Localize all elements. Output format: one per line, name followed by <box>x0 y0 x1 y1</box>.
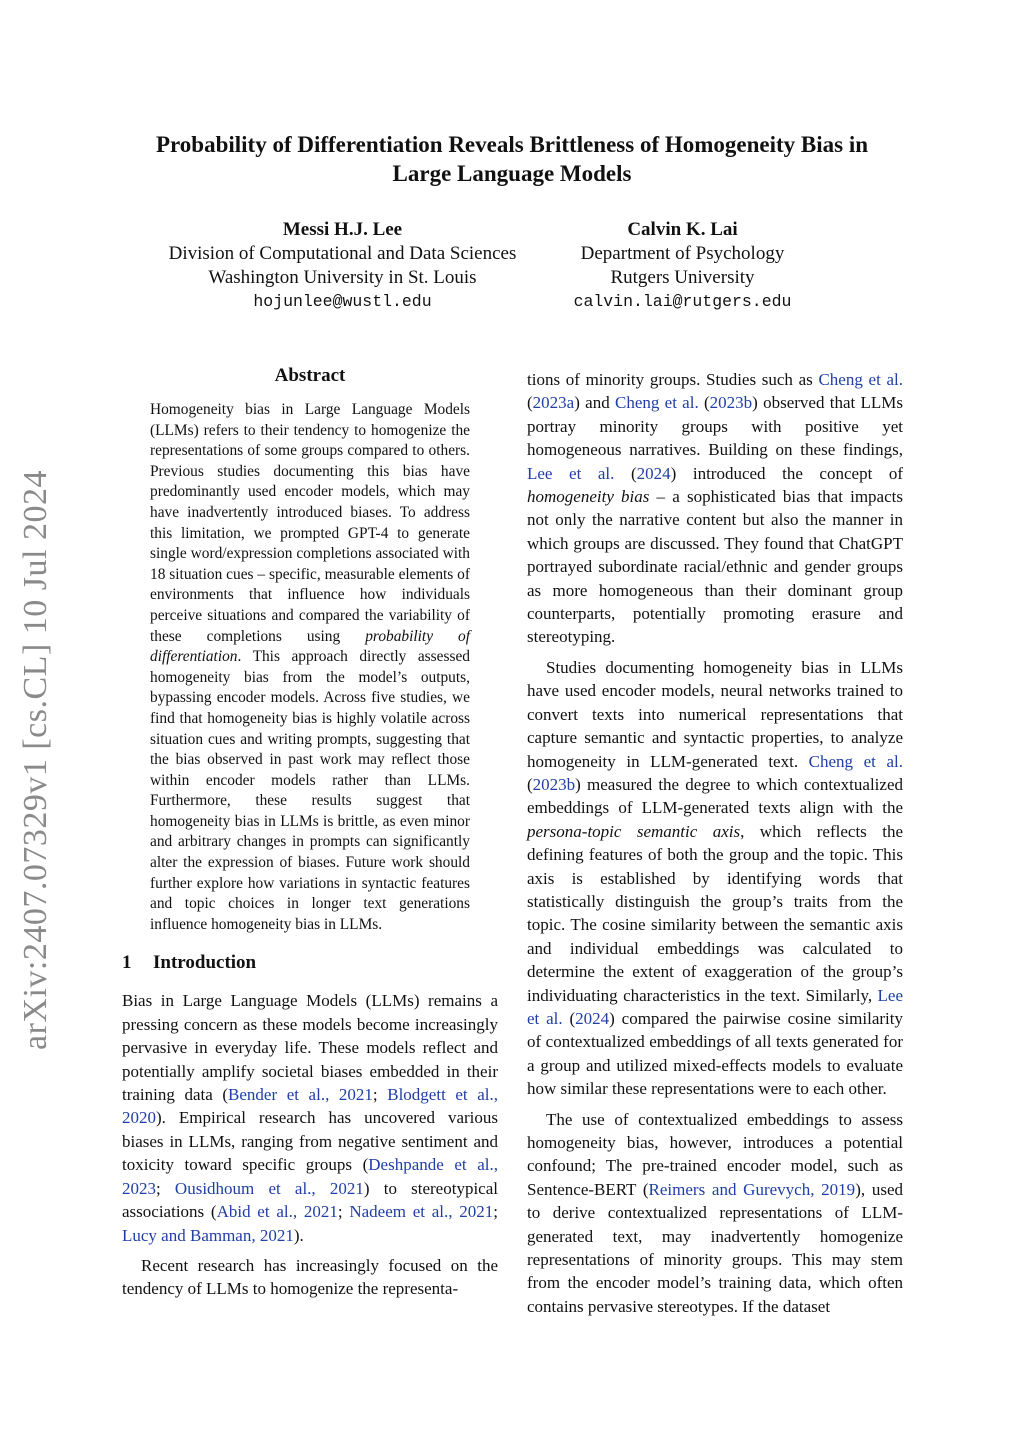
citation-link[interactable]: Lucy and Bamman, 2021 <box>122 1225 294 1245</box>
citation-link[interactable]: Reimers and Gurevych, 2019 <box>648 1179 856 1199</box>
author-email[interactable]: calvin.lai@rutgers.edu <box>573 292 792 311</box>
title-line-1: Probability of Differentiation Reveals Brittleness of Homogeneity Bias in <box>155 132 869 157</box>
citation-link[interactable]: 2023a <box>532 393 575 413</box>
emphasis: probability of differentiation <box>150 627 471 666</box>
section-title: Introduction <box>153 952 257 974</box>
emphasis: homogeneity bias <box>527 487 650 507</box>
title-line-2: Large Language Models <box>392 161 632 186</box>
citation-link[interactable]: Lee et al. <box>527 985 903 1028</box>
section-heading-introduction <box>122 951 498 975</box>
citation-link[interactable]: Deshpande et al., 2023 <box>122 1155 498 1198</box>
citation-link[interactable]: Abid et al., 2021 <box>216 1202 338 1222</box>
citation-link[interactable]: Lee et al. <box>527 463 615 483</box>
citation-link[interactable]: Cheng et al. <box>808 751 904 771</box>
author-institution: Washington University in St. Louis <box>208 267 477 288</box>
author-institution: Rutgers University <box>610 267 755 288</box>
author-block-1 <box>140 218 545 314</box>
paragraph: Recent research has increasingly focused on the tendency of LLMs to homogenize the representa- <box>122 1255 498 1299</box>
author-block-2 <box>555 218 810 314</box>
abstract-heading: Abstract <box>274 365 346 386</box>
arxiv-identifier-stamp: arXiv:2407.07329v1 [cs.CL] 10 Jul 2024 <box>17 470 54 1050</box>
paragraph: Bias in Large Language Models (LLMs) remains a pressing concern as these models become increasingly pervasive in everyday life. These models reflect and potentially amplify societal biases embedded in their training data (Bender et al., 2021; Blodgett et al., 2020). Empirical research has uncovered various biases in LLMs, ranging from negative sentiment and toxicity toward specific groups (Deshpande et al., 2023; Ousidhoum et al., 2021) to stereotypical associations (Abid et al., 2021; Nadeem et al., 2021; Lucy and Bamman, 2021). <box>122 991 498 1245</box>
citation-link[interactable]: 2023b <box>709 393 753 413</box>
author-email[interactable]: hojunlee@wustl.edu <box>253 292 432 311</box>
section-number: 1 <box>122 952 132 974</box>
citation-link[interactable]: 2023b <box>532 774 576 794</box>
citation-link[interactable]: Blodgett et al., 2020 <box>122 1085 498 1128</box>
introduction-body <box>122 989 498 1300</box>
citation-link[interactable]: Bender et al., 2021 <box>228 1085 373 1105</box>
emphasis: persona-topic semantic axis <box>527 821 741 841</box>
author-name: Messi H.J. Lee <box>282 219 403 240</box>
citation-link[interactable]: Cheng et al. <box>614 393 699 413</box>
author-name: Calvin K. Lai <box>627 219 738 240</box>
citation-link[interactable]: Ousidhoum et al., 2021 <box>174 1178 364 1198</box>
paper-title <box>110 130 914 188</box>
left-column <box>122 360 498 1308</box>
paragraph: tions of minority groups. Studies such as Cheng et al. (2023a) and Cheng et al. (2023b) observed that LLMs portray minority groups with positive yet homogeneous narratives. Building on these findings, Lee et al. (2024) introduced the concept of homogeneity bias – a sophisticated bias that impacts not only the narrative content but also the manner in which groups are discussed. They found that ChatGPT portrayed subordinate racial/ethnic and gender groups as more homogeneous than their dominant group counterparts, potentially promoting erasure and stereotyping. <box>527 370 904 647</box>
citation-link[interactable]: Cheng et al. <box>818 370 903 389</box>
citation-link[interactable]: Nadeem et al., 2021 <box>349 1202 494 1222</box>
citation-link[interactable]: 2024 <box>575 1008 610 1028</box>
paragraph: Studies documenting homogeneity bias in LLMs have used encoder models, neural networks trained to convert texts into numerical representations that capture semantic and syntactic properties, to analyze homogeneity in LLM-generated text. Cheng et al. (2023b) measured the degree to which contextualized embeddings of LLM-generated texts align with the persona-topic semantic axis, which reflects the defining features of both the group and the topic. This axis is established by identifying words that statistically distinguish the group’s traits from the topic. The cosine similarity between the semantic axis and individual embeddings was calculated to determine the extent of exaggeration of the group’s individuating characteristics in the text. Similarly, Lee et al. (2024) compared the pairwise cosine similarity of contextualized embeddings of all texts generated for a group and utilized mixed-effects models to evaluate how similar these representations were to each other. <box>527 657 904 1099</box>
author-affiliation: Department of Psychology <box>580 243 785 264</box>
citation-link[interactable]: 2024 <box>636 463 671 483</box>
abstract-text: Homogeneity bias in Large Language Models (LLMs) refers to their tendency to homogenize the representations of some groups compared to others. Previous studies documenting this bias have predominantly used encoder models, which may have inadvertently introduced biases. To address this limitation, we prompted GPT-4 to generate single word/expression completions associated with 18 situation cues – specific, measurable elements of environments that influence how individuals perceive situations and compared the variability of these completions using probability of differentiation. This approach directly assessed homogeneity bias from the model’s outputs, bypassing encoder models. Across five studies, we find that homogeneity bias is highly volatile across situation cues and writing prompts, suggesting that the bias observed in past work may reflect those within encoder models rather than LLMs. Furthermore, these results suggest that homogeneity bias in LLMs is brittle, as even minor and arbitrary changes in prompts can significantly alter the expression of biases. Future work should further explore how variations in syntactic features and topic choices in longer text generations influence homogeneity bias in LLMs. <box>150 401 471 933</box>
author-affiliation: Division of Computational and Data Sciences <box>168 243 517 264</box>
paragraph: The use of contextualized embeddings to assess homogeneity bias, however, introduces a potential confound; The pre-trained encoder model, such as Sentence-BERT (Reimers and Gurevych, 2019), used to derive contextualized representations of LLM-generated text, may inadvertently homogenize representations of minority groups. This may stem from the encoder model’s training data, which often contains pervasive stereotypes. If the dataset <box>527 1109 903 1316</box>
right-column <box>527 368 903 1325</box>
